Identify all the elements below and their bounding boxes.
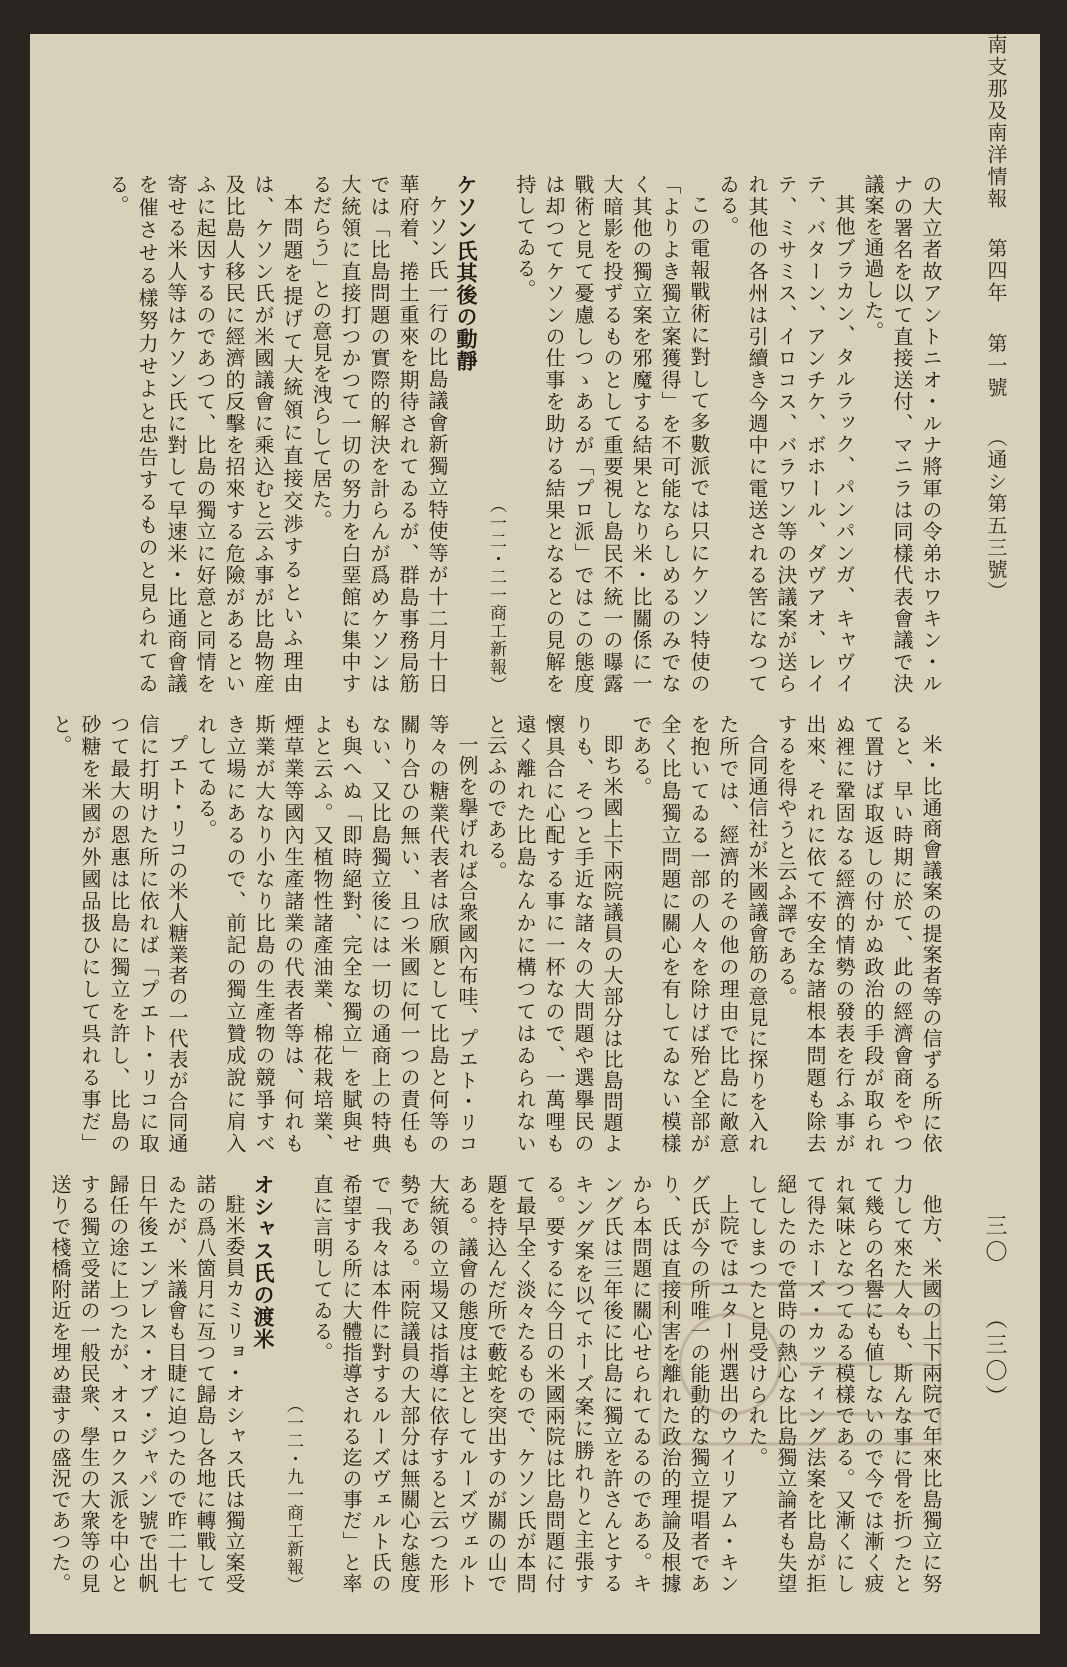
paragraph: この電報戰術に對して多數派では只にケソン特使の「よりよき獨立案獲得」を不可能ならしめるのみでなく其他の獨立案を邪魔する結果となり米・比關係に一大暗影を投ずるものとして重要視し島民不統一の曝露戰術と見て憂慮しつゝあるが「プロ派」ではこの態度は却つてケソンの仕事を助ける結果となるとの見解を持してゐる。 (513, 174, 711, 694)
article-tier-1 (106, 174, 945, 695)
paragraph: プエト・リコの米人糖業者の一代表が合同通信に打明けた所に依れば「プエト・リコに取つて最大の恩惠は比島に獨立を許し、比島の砂糖を米國が外國品扱ひにして呉れる事だ」と。 (49, 714, 189, 1155)
paragraph: 合同通信社が米國議會筋の意見に探りを入れた所では、經濟的その他の理由で比島に敵意を抱いてゐる一部の人々を除けば殆ど全部が全く比島獨立問題に關心を有してゐない模樣である。 (629, 714, 769, 1155)
section-heading: ケソン氏其後の動靜 (454, 174, 479, 372)
serial-label: （通シ第五三號） (984, 427, 1008, 604)
section-heading: オシャス氏の渡米 (251, 1174, 276, 1350)
paragraph: 他方、米國の上下兩院で年來比島獨立に努力して來た人々も、斯んな事に骨を折つたとて幾らの名譽にも値しないので今では漸く疲れ氣味となつてゐる模樣である。又漸くにして得たホーズ・カッティング法案を比島が拒絕したので當時の熱心な比島獨立論者も失望してしまつたと見受けられた。 (745, 1174, 943, 1594)
page-number-bracket: （三〇） (982, 1307, 1007, 1411)
source-citation: （一二・九一商工新報） (283, 1396, 303, 1594)
paragraph: 本問題を提げて大統領に直接交渉するといふ理由は、ケソン氏が米國議會に乘込むと云ふ事が比島物産及比島人移民に經濟的反擊を招來する危險があるといふに起因するのであつて、比島の獨立に好意と同情を寄せる米人等はケソン氏に對して早速米・比通商會議を催させる樣努力せよと忠告するものと見られてゐる。 (106, 174, 304, 695)
paragraph: 一例を擧げれば合衆國內布哇、プエト・リコ等々の糖業代表者は欣願として比島と何等の關り合ひの無い、且つ米國に何一つの責任もない、又比島獨立後には一切の通商上の特典も與へぬ「即時絕對、完全な獨立」を賦與せよと云ふ。又植物性諸產油業、棉花栽培業、煙草業等國內生產諸業の代表者等は、何れも斯業が大なり小なり比島の生產物の競爭すべき立場にあるので、前記の獨立贊成說に肩入れしてゐる。 (194, 714, 479, 1155)
paragraph: 駐米委員カミリョ・オシャス氏は獨立案受諾の爲八箇月に亙つて歸島し各地に轉戰してゐたが、米議會も目睫に迫つたので昨二十七日午後エンプレス・オブ・ジャパン號で出帆歸任の途に上つたが、オスロクス派を中心とする獨立受諾の一般民衆、學生の大衆等の見送りで棧橋附近を埋め盡すの盛況であつた。 (48, 1174, 246, 1594)
paragraph: 上院ではユター州選出のウイリアム・キング氏が今の所唯一の能動的な獨立提唱者であり、氏は直接利害を離れた政治的理論及根據から本問題に關心せられてゐるのである。キング氏は三年後に比島に獨立を許さんとするキング案を以てホーズ案に勝れりと主張する。要するに今日の米國兩院は比島問題に付て最早全く淡々たるもので、ケソン氏が本問題を持込んだ所で藪蛇を突出すのが關の山である。議會の態度は主としてルーズヴェルト大統領の立場又は指導に依存すると云つた形勢である。兩院議員の大部分は無關心な態度で「我々は本件に對するルーズヴェルト氏の希望する所に大體指導される迄の事だ」と率直に言明してゐる。 (310, 1174, 740, 1594)
issue-label: 第一號 (984, 332, 1008, 399)
paragraph: ケソン氏一行の比島議會新獨立特使等が十二月十日華府着、捲土重來を期待されてゐるが、群島事務局筋では「比島問題の實際的解決を計らんが爲めケソンは大統領に直接打つかつて一切の努力を白堊館に集中するだらう」との意見を洩らして居た。 (309, 174, 449, 694)
publication-title: 南支那及南洋情報 (984, 34, 1008, 210)
running-header (982, 34, 1010, 623)
volume-label: 第四年 (984, 238, 1008, 305)
document-page (30, 34, 1040, 1634)
paragraph: の大立者故アントニオ・ルナ將軍の令弟ホワキン・ルナの署名を以て直接送付、マニラは同樣代表會議で決議案を通過した。 (861, 174, 943, 694)
source-citation: （一二・二一商工新報） (486, 496, 506, 694)
library-watermark-icon (650, 1264, 950, 1464)
paragraph: 米・比通商會議案の提案者等の信ずる所に依ると、早い時期に於て、此の經濟會商をやつて置けば取返しの付かぬ政治的手段が取られぬ裡に鞏固なる經濟的情勢の發表を行ふ事が出來、それに依て不安全な諸根本問題も除去するを得やうと云ふ譯である。 (774, 714, 943, 1154)
article-tier-2 (49, 714, 945, 1155)
page-number (979, 1214, 1010, 1441)
paragraph: 其他ブラカン、タルラック、パンパンガ、キャヴイテ、バターン、アンチケ、ボホール、ダヴアオ、レイテ、ミサミス、イロコス、バラワン等の決議案が送られ其他の各州は引續き今週中に電送される筈になつてゐる。 (716, 174, 856, 694)
page-number-kanji: 三〇 (982, 1214, 1007, 1266)
paragraph: 即ち米國上下兩院議員の大部分は比島問題よりも、そつと手近な諸々の大問題や選擧民の懷具合に心配する事に一杯なので、一萬哩も遠く離れた比島なんかに構つてはゐられないと云ふのである。 (484, 714, 624, 1154)
